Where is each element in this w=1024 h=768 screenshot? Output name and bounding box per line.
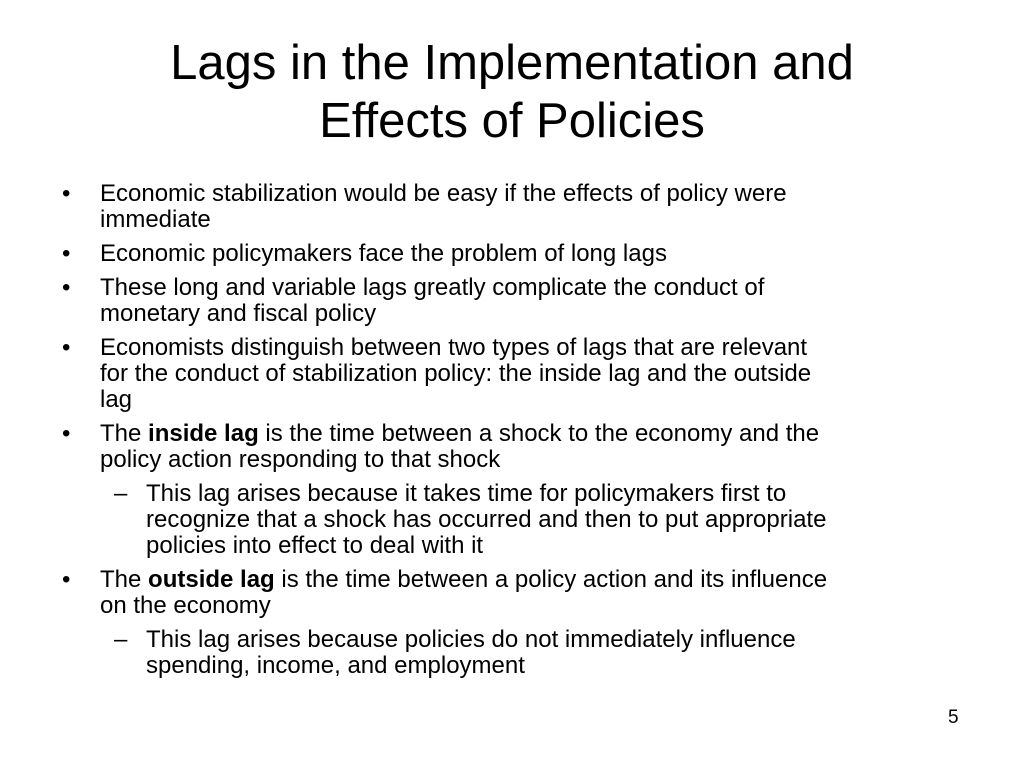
bullet-text — [100, 567, 978, 593]
bullet-item-inside-lag — [58, 421, 978, 473]
sub-bullet-item — [58, 481, 978, 559]
sub-bullet-marker: – — [114, 480, 128, 507]
bullet-text-suffix: is the time between a shock to the economy and the — [258, 420, 820, 447]
term-inside-lag: inside lag — [148, 420, 259, 447]
bullet-item — [58, 275, 978, 327]
bullet-text: policy action responding to that shock — [100, 446, 501, 473]
title-line: Lags in the Implementation and — [170, 36, 854, 90]
page-number: 5 — [948, 707, 959, 728]
bullet-marker: • — [62, 274, 71, 301]
sub-bullet-text: policies into effect to deal with it — [146, 532, 484, 559]
slide-title — [60, 34, 964, 150]
bullet-item — [58, 335, 978, 413]
bullet-text: monetary and fiscal policy — [100, 300, 377, 327]
sub-bullet-text: spending, income, and employment — [146, 652, 525, 679]
bullet-marker: • — [62, 334, 71, 361]
bullet-text — [100, 421, 978, 447]
bullet-text: on the economy — [100, 592, 271, 619]
bullet-text-prefix: The — [100, 566, 149, 593]
bullet-item — [58, 241, 978, 267]
term-outside-lag: outside lag — [148, 566, 275, 593]
sub-bullet-marker: – — [114, 626, 128, 653]
bullet-text: Economists distinguish between two types of lags that are relevant — [100, 334, 808, 361]
title-line: Effects of Policies — [319, 94, 705, 148]
sub-bullet-text: recognize that a shock has occurred and then to put appropriate — [146, 506, 827, 533]
sub-bullet-item — [58, 627, 978, 679]
bullet-list — [58, 181, 978, 687]
sub-bullet-text: This lag arises because it takes time for policymakers first to — [146, 480, 787, 507]
bullet-text-prefix: The — [100, 420, 149, 447]
bullet-text: for the conduct of stabilization policy: the inside lag and the outside — [100, 360, 812, 387]
bullet-text: Economic policymakers face the problem of long lags — [100, 240, 667, 267]
bullet-marker: • — [62, 180, 71, 207]
bullet-item-outside-lag — [58, 567, 978, 619]
bullet-text: lag — [100, 386, 133, 413]
bullet-text: These long and variable lags greatly complicate the conduct of — [100, 274, 765, 301]
bullet-marker: • — [62, 566, 71, 593]
bullet-item — [58, 181, 978, 233]
bullet-marker: • — [62, 240, 71, 267]
bullet-text: Economic stabilization would be easy if the effects of policy were — [100, 180, 787, 207]
bullet-marker: • — [62, 420, 71, 447]
sub-bullet-text: This lag arises because policies do not immediately influence — [146, 626, 796, 653]
bullet-text: immediate — [100, 206, 211, 233]
bullet-text-suffix: is the time between a policy action and its influence — [274, 566, 828, 593]
